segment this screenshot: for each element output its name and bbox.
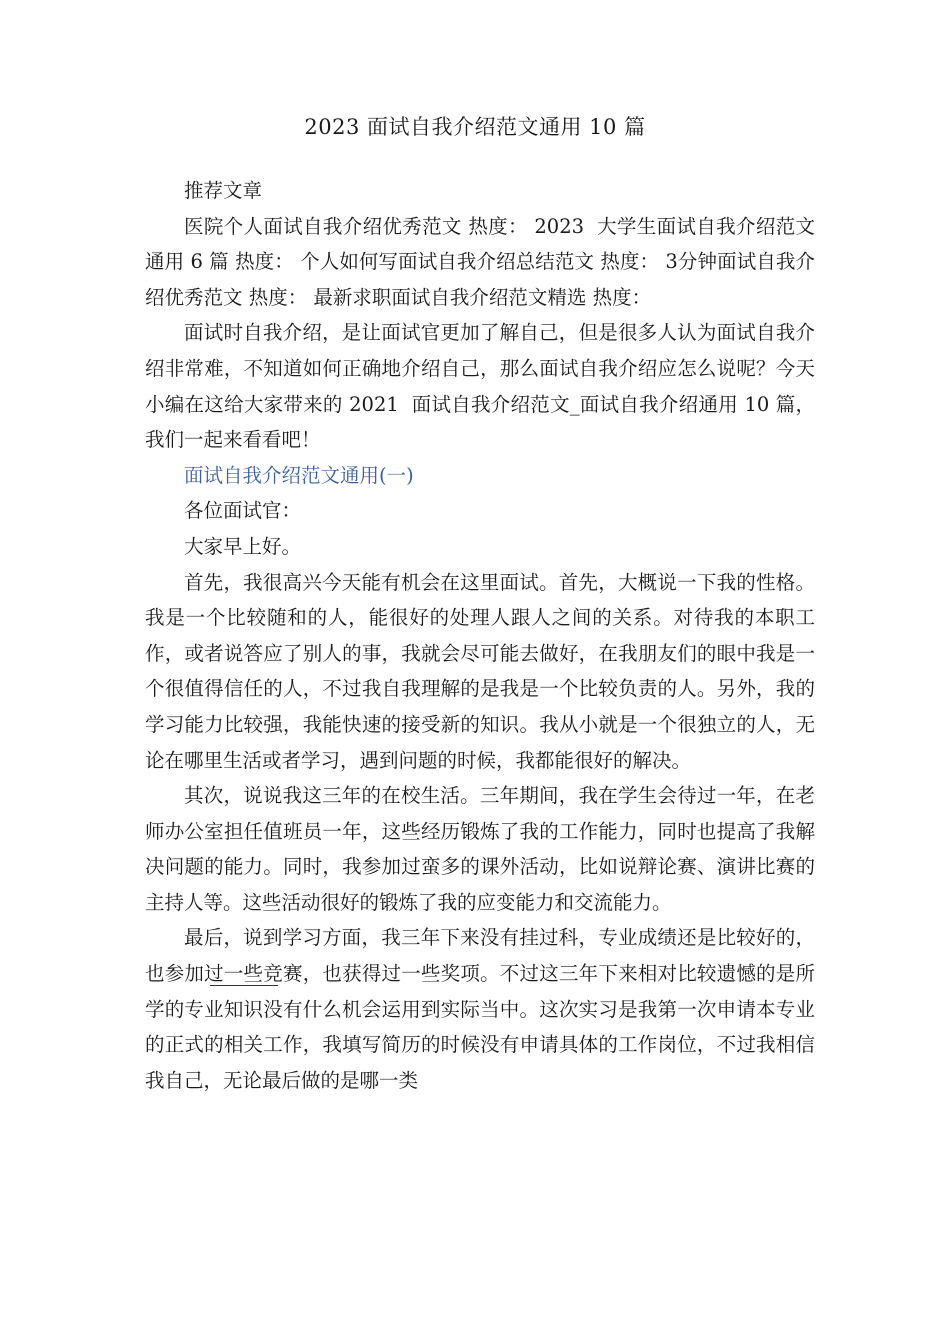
underline-mark <box>210 985 278 986</box>
document-title: 2023 面试自我介绍范文通用 10 篇 <box>304 115 646 139</box>
morning-line: 大家早上好。 <box>184 534 302 558</box>
intro-paragraph: 面试时自我介绍，是让面试官更加了解自己，但是很多人认为面试自我介绍非常难，不知道如何正确地介绍自己，那么面试自我介绍应怎么说呢？今天小编在这给大家带来的 2021 面试自我介绍范文_面试自我介绍通用 10 篇，我们一起来看看吧！ <box>145 321 815 452</box>
paragraph-campus-life: 其次，说说我这三年的在校生活。三年期间，我在学生会待过一年，在老师办公室担任值班员一年，这些经历锻炼了我的工作能力，同时也提高了我解决问题的能力。同时，我参加过蛮多的课外活动，比如说辩论赛、演讲比赛的主持人等。这些活动很好的锻炼了我的应变能力和交流能力。 <box>145 784 815 914</box>
recommend-list: 医院个人面试自我介绍优秀范文 热度： 2023 大学生面试自我介绍范文通用 6 篇 热度： 个人如何写面试自我介绍总结范文 热度： 3分钟面试自我介绍优秀范文 热度： 最新求职面试自我介绍范文精选 热度： <box>145 214 815 309</box>
paragraph-personality: 首先，我很高兴今天能有机会在这里面试。首先，大概说一下我的性格。我是一个比较随和的人，能很好的处理人跟人之间的关系。对待我的本职工作，或者说答应了别人的事，我就会尽可能去做好，在我朋友们的眼中我是一个很值得信任的人，不过我自我理解的是我是一个比较负责的人。另外，我的学习能力比较强，我能快速的接受新的知识。我从小就是一个很独立的人，无论在哪里生活或者学习，遇到问题的时候，我都能很好的解决。 <box>145 570 815 772</box>
recommend-label: 推荐文章 <box>184 179 263 202</box>
greeting-line: 各位面试官： <box>184 499 302 523</box>
section-heading[interactable]: 面试自我介绍范文通用(一) <box>184 463 414 487</box>
document-body <box>145 173 815 1098</box>
paragraph-study: 最后，说到学习方面，我三年下来没有挂过科，专业成绩还是比较好的，也参加过一些竞赛，也获得过一些奖项。不过这三年下来相对比较遗憾的是所学的专业知识没有什么机会运用到实际当中。这次实习是我第一次申请本专业的正式的相关工作，我填写简历的时候没有申请具体的工作岗位，不过我相信我自己，无论最后做的是哪一类 <box>145 926 815 1092</box>
